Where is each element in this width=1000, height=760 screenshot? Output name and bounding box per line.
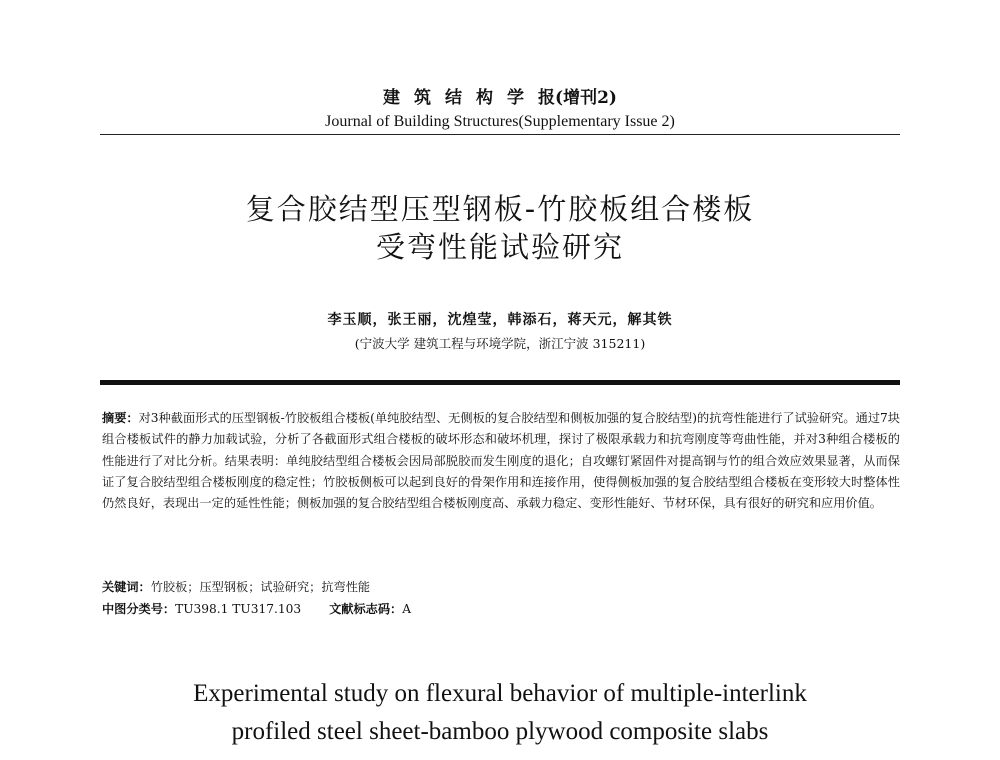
journal-name-cn-main: 建筑结构学 <box>383 88 539 108</box>
paper-title-en-line1: Experimental study on flexural behavior of multiple-interlink <box>193 680 807 707</box>
section-divider <box>100 380 900 385</box>
document-code-label: 文献标志码： <box>329 602 403 616</box>
keywords <box>102 577 900 597</box>
clc-label: 中图分类号： <box>102 602 176 616</box>
affiliation: (宁波大学 建筑工程与环境学院，浙江宁波 315211) <box>354 336 646 351</box>
document-code: A <box>402 602 412 616</box>
abstract <box>102 408 900 514</box>
journal-name-en: Journal of Building Structures(Supplementary Issue 2) <box>325 113 675 130</box>
abstract-label: 摘要： <box>102 411 139 425</box>
author-list: 李玉顺，张王丽，沈煌莹，韩添石，蒋天元，解其铁 <box>327 312 673 328</box>
paper-title-cn-line2: 受弯性能试验研究 <box>375 230 624 264</box>
classification <box>102 599 900 619</box>
paper-title-en-line2: profiled steel sheet-bamboo plywood composite slabs <box>231 718 769 745</box>
header-rule <box>100 134 900 135</box>
paper-title-cn <box>0 190 1000 266</box>
clc-codes: TU398.1 TU317.103 <box>175 602 302 616</box>
abstract-text: 对3种截面形式的压型钢板-竹胶板组合楼板(单纯胶结型、无侧板的复合胶结型和侧板加强的复合胶结型)的抗弯性能进行了试验研究。通过7块组合楼板试件的静力加载试验，分析了各截面形式组合楼板的破坏形态和破坏机理，探讨了极限承载力和抗弯刚度等弯曲性能，并对3种组合楼板的性能进行了对比分析。结果表明：单纯胶结型组合楼板会因局部脱胶而发生刚度的退化；自攻螺钉紧固件对提高钢与竹的组合效应效果显著，从而保证了复合胶结型组合楼板刚度的稳定性；竹胶板侧板可以起到良好的骨架作用和连接作用，使得侧板加强的复合胶结型组合楼板在变形较大时整体性仍然良好，表现出一定的延性性能；侧板加强的复合胶结型组合楼板刚度高、承载力稳定、变形性能好、节材环保，具有很好的研究和应用价值。 <box>102 411 900 511</box>
journal-name-cn <box>0 87 1000 109</box>
paper-title-cn-line1: 复合胶结型压型钢板-竹胶板组合楼板 <box>245 192 755 226</box>
paper-title-en <box>0 675 1000 751</box>
keywords-text: 竹胶板；压型钢板；试验研究；抗弯性能 <box>150 580 371 594</box>
keywords-label: 关键词： <box>102 580 151 594</box>
journal-issue-cn: 报(增刊2) <box>538 88 617 108</box>
